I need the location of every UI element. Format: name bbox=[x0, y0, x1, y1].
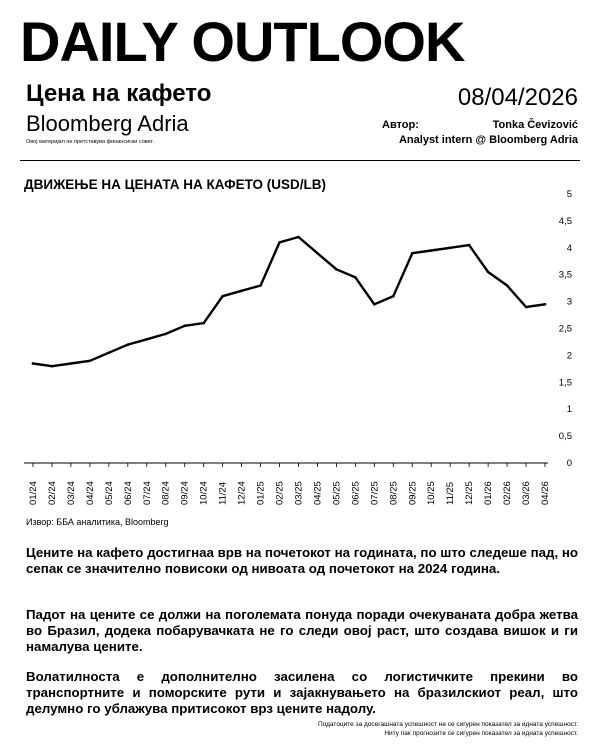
x-tick-label: 04/25 bbox=[312, 481, 324, 505]
header-divider bbox=[20, 160, 580, 161]
data-point bbox=[525, 306, 528, 309]
x-tick-label: 01/26 bbox=[483, 481, 495, 505]
x-tick-label: 12/25 bbox=[464, 481, 476, 505]
data-point bbox=[297, 236, 300, 239]
data-point bbox=[259, 284, 262, 287]
x-axis-ticks bbox=[28, 463, 551, 505]
x-tick-label: 08/25 bbox=[388, 481, 400, 505]
x-tick-label: 07/25 bbox=[369, 481, 381, 505]
y-tick-label: 2 bbox=[566, 350, 572, 362]
data-point bbox=[449, 247, 452, 250]
author-role: Analyst intern @ Bloomberg Adria bbox=[398, 134, 578, 146]
y-tick-label: 4,5 bbox=[558, 215, 572, 227]
y-tick-label: 0,5 bbox=[558, 431, 572, 443]
x-tick-label: 04/26 bbox=[540, 481, 551, 505]
data-point bbox=[183, 325, 186, 328]
y-tick-label: 3 bbox=[566, 296, 572, 308]
x-tick-label: 02/24 bbox=[46, 481, 58, 505]
paragraph-supply: Падот на цените се должи на поголемата понуда поради очекуваната добра жетва во Бразил, додека побарувачката не го следи овој раст, што создава вишок и ги намалува цените. bbox=[26, 607, 578, 654]
price-series-line bbox=[33, 237, 545, 366]
x-tick-label: 06/25 bbox=[350, 481, 362, 505]
paragraph-volatility: Волатилноста е дополнително засилена со логистичките прекини во транспортните и поморските рути и зајакнувањето на бразилскиот реал, што делумно го ублажува притисокот врз цените надолу. bbox=[26, 669, 578, 716]
data-point bbox=[278, 241, 281, 244]
price-points bbox=[32, 236, 547, 368]
data-point bbox=[89, 359, 92, 362]
price-chart bbox=[0, 180, 600, 515]
x-tick-label: 01/25 bbox=[255, 481, 267, 505]
footer-disclaimer-2: Ниту пак прогнозите се сигурен показател за идната успешност. bbox=[384, 730, 578, 737]
x-tick-label: 04/24 bbox=[84, 481, 96, 505]
brand-name: Bloomberg Adria bbox=[26, 111, 189, 136]
masthead-title: DAILY OUTLOOK bbox=[20, 10, 465, 73]
data-point bbox=[70, 362, 73, 365]
data-point bbox=[392, 295, 395, 298]
author-name: Tonka Čevizović bbox=[492, 119, 578, 131]
x-tick-label: 10/25 bbox=[426, 481, 438, 505]
x-tick-label: 07/24 bbox=[141, 481, 153, 505]
report-subtitle: Цена на кафето bbox=[26, 80, 212, 107]
data-point bbox=[240, 290, 243, 293]
data-point bbox=[221, 295, 224, 298]
x-tick-label: 12/24 bbox=[236, 481, 248, 505]
x-tick-label: 06/24 bbox=[122, 481, 134, 505]
data-point bbox=[468, 244, 471, 247]
x-tick-label: 11/25 bbox=[445, 481, 457, 505]
x-tick-label: 08/24 bbox=[160, 481, 172, 505]
data-point bbox=[127, 343, 130, 346]
chart-title: ДВИЖЕЊЕ НА ЦЕНАТА НА КАФЕТО (USD/LB) bbox=[24, 177, 327, 192]
data-point bbox=[354, 276, 357, 279]
y-tick-label: 1 bbox=[566, 404, 572, 416]
data-point bbox=[51, 365, 54, 368]
footer-disclaimer-1: Податоците за досегашната успешност не се сигурен показател за идната успешност. bbox=[318, 721, 578, 728]
x-tick-label: 02/26 bbox=[502, 481, 514, 505]
data-point bbox=[506, 284, 509, 287]
y-tick-label: 0 bbox=[566, 458, 572, 469]
x-tick-label: 01/24 bbox=[28, 481, 39, 505]
data-point bbox=[145, 338, 148, 341]
data-point bbox=[411, 252, 414, 255]
data-point bbox=[316, 252, 319, 255]
x-tick-label: 05/25 bbox=[331, 481, 343, 505]
data-point bbox=[487, 271, 490, 274]
y-tick-label: 1,5 bbox=[558, 377, 572, 389]
x-tick-label: 03/24 bbox=[65, 481, 77, 505]
x-tick-label: 11/24 bbox=[217, 481, 229, 505]
data-point bbox=[335, 268, 338, 271]
y-tick-label: 3,5 bbox=[558, 269, 572, 281]
author-label: Автор: bbox=[382, 119, 419, 131]
data-point bbox=[32, 362, 35, 365]
data-point bbox=[164, 333, 167, 336]
x-tick-label: 09/25 bbox=[407, 481, 419, 505]
x-tick-label: 03/26 bbox=[521, 481, 533, 505]
data-point bbox=[544, 303, 547, 306]
data-point bbox=[430, 249, 433, 252]
y-tick-label: 4 bbox=[566, 242, 572, 254]
report-date: 08/04/2026 bbox=[457, 84, 578, 111]
x-tick-label: 10/24 bbox=[198, 481, 210, 505]
x-tick-label: 09/24 bbox=[179, 481, 191, 505]
data-point bbox=[202, 322, 205, 325]
y-tick-label: 2,5 bbox=[558, 323, 572, 335]
advice-disclaimer: Овој материјал не претставува финансиски совет. bbox=[26, 139, 154, 145]
chart-source: Извор: ББА аналитика, Bloomberg bbox=[26, 517, 169, 527]
paragraph-peak: Цените на кафето достигнаа врв на почетокот на годината, по што следеше пад, но сепак се значително повисоки од нивоата од почетокот на 2024 година. bbox=[26, 545, 578, 576]
y-tick-label: 5 bbox=[566, 189, 572, 200]
data-point bbox=[373, 303, 376, 306]
y-axis-ticks bbox=[559, 189, 572, 469]
x-tick-label: 02/25 bbox=[274, 481, 286, 505]
data-point bbox=[108, 351, 111, 354]
x-tick-label: 03/25 bbox=[293, 481, 305, 505]
x-tick-label: 05/24 bbox=[103, 481, 115, 505]
